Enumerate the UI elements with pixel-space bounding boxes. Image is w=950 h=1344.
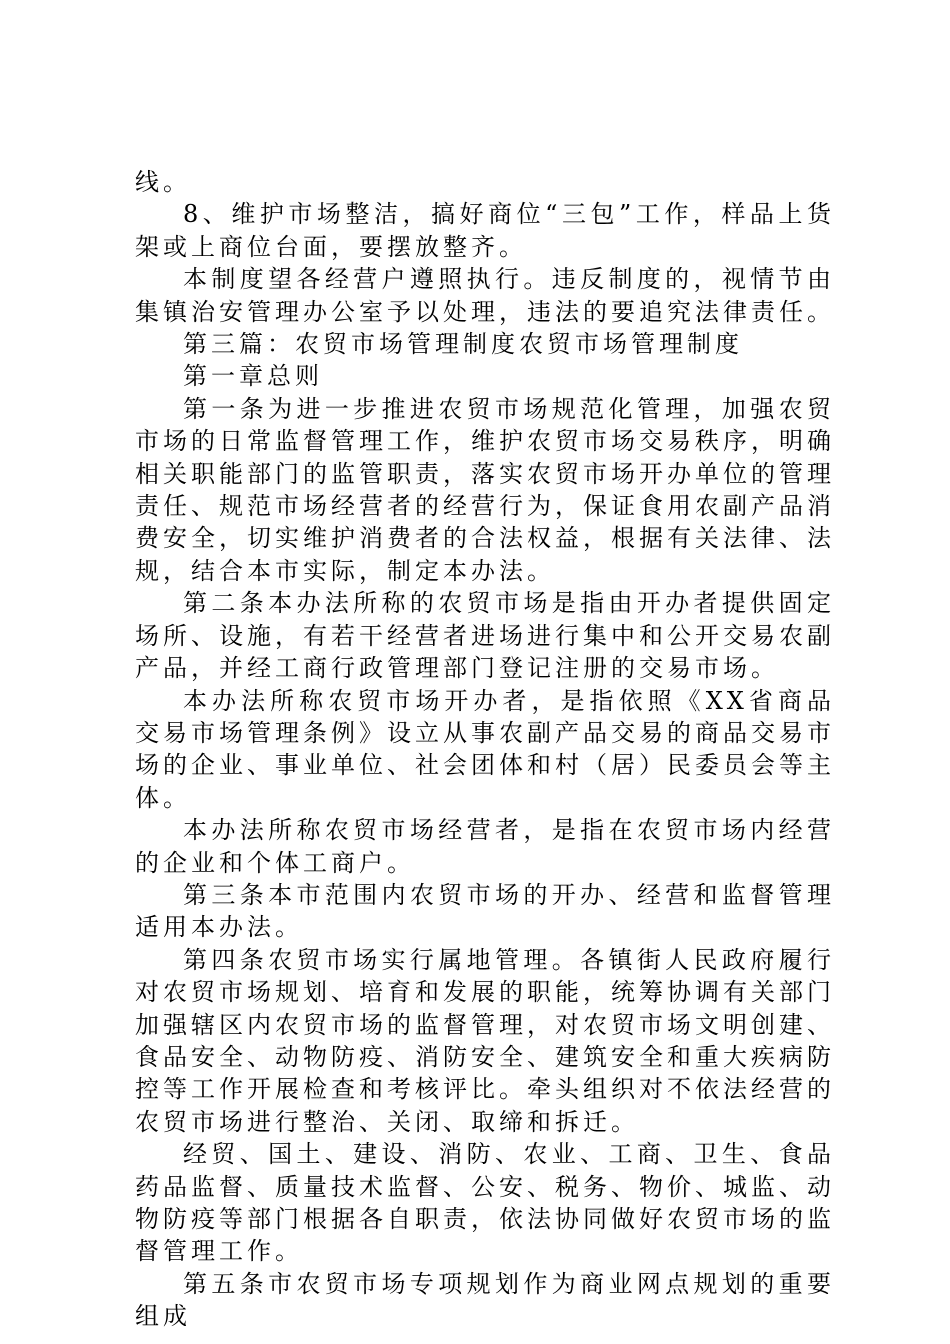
article-4: 第四条农贸市场实行属地管理。各镇街人民政府履行对农贸市场规划、培育和发展的职能，统筹协调有关部门加强辖区内农贸市场的监督管理，对农贸市场文明创建、食品安全、动物防疫、消防安全、建筑安全和重大疾病防控等工作开展检查和考核评比。牵头组织对不依法经营的农贸市场进行整治、关闭、取缔和拆迁。 — [135, 945, 835, 1136]
article-2-vendor-definition: 本办法所称农贸市场经营者，是指在农贸市场内经营的企业和个体工商户。 — [135, 816, 835, 877]
article-1: 第一条为进一步推进农贸市场规范化管理，加强农贸市场的日常监督管理工作，维护农贸市场交易秩序，明确相关职能部门的监管职责，落实农贸市场开办单位的管理责任、规范市场经营者的经营行为，保证食用农副产品消费安全，切实维护消费者的合法权益，根据有关法律、法规，结合本市实际，制定本办法。 — [135, 394, 835, 585]
chapter-heading-general: 第一章总则 — [183, 362, 323, 391]
paragraph-item-8: 8、维护市场整洁，搞好商位“三包”工作，样品上货架或上商位台面，要摆放整齐。 — [135, 200, 835, 261]
article-3: 第三条本市范围内农贸市场的开办、经营和监督管理适用本办法。 — [135, 880, 835, 942]
article-4-departments: 经贸、国土、建设、消防、农业、工商、卫生、食品药品监督、质量技术监督、公安、税务、物价、城监、动物防疫等部门根据各自职责，依法协同做好农贸市场的监督管理工作。 — [135, 1140, 835, 1266]
section-heading-part-three: 第三篇：农贸市场管理制度农贸市场管理制度 — [183, 330, 743, 359]
paragraph-continuation: 线。 — [135, 168, 191, 196]
article-5: 第五条市农贸市场专项规划作为商业网点规划的重要组成 — [135, 1269, 835, 1331]
paragraph-closing-note: 本制度望各经营户遵照执行。违反制度的，视情节由集镇治安管理办公室予以处理，违法的要追究法律责任。 — [135, 265, 835, 326]
article-2: 第二条本办法所称的农贸市场是指由开办者提供固定场所、设施，有若干经营者进场进行集中和公开交易农副产品，并经工商行政管理部门登记注册的交易市场。 — [135, 589, 835, 683]
article-2-operator-definition: 本办法所称农贸市场开办者，是指依照《XX省商品交易市场管理条例》设立从事农副产品交易的商品交易市场的企业、事业单位、社会团体和村（居）民委员会等主体。 — [135, 686, 835, 812]
document-body — [135, 166, 835, 1333]
